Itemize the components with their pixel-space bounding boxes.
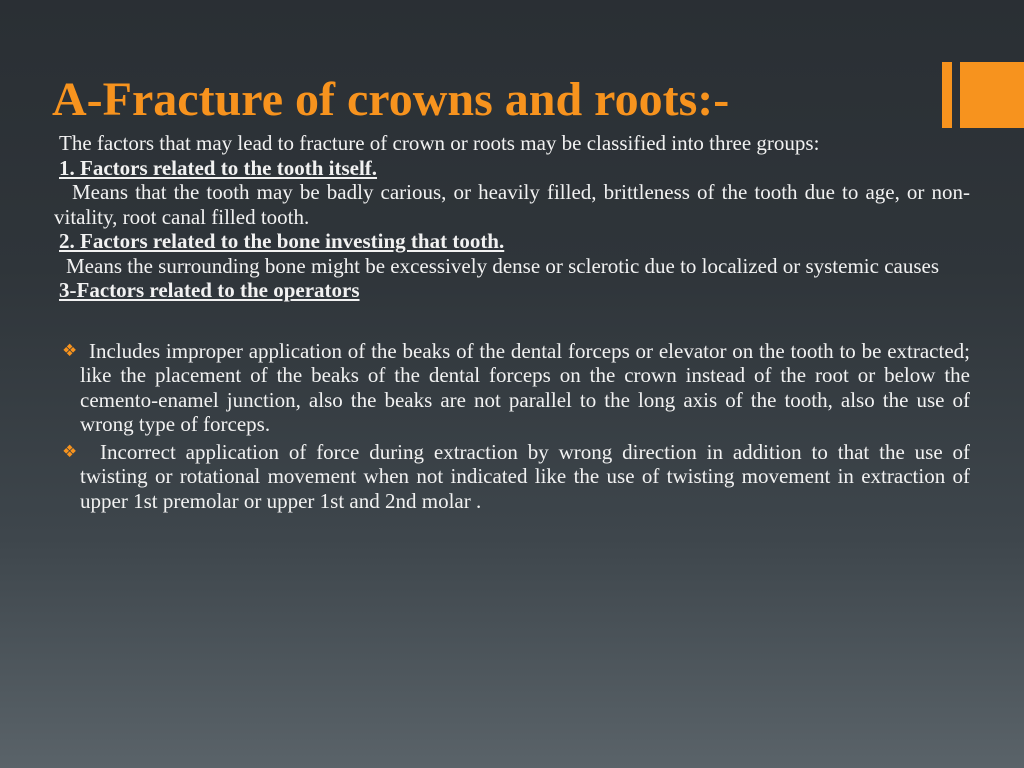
bullet-item <box>54 440 970 514</box>
diamond-bullet-icon: ❖ <box>62 340 78 361</box>
group-3-heading: 3-Factors related to the operators <box>59 278 360 302</box>
group-1-heading: 1. Factors related to the tooth itself. <box>59 155 378 180</box>
accent-bar-thin <box>942 62 952 128</box>
group-1-description: Means that the tooth may be badly carious, or heavily filled, brittleness of the tooth due to age, or non-vitality, root canal filled tooth. <box>54 180 970 229</box>
group-2-heading: 2. Factors related to the bone investing that tooth. <box>59 229 505 253</box>
accent-bars-decoration <box>942 62 1024 128</box>
bullet-text: Includes improper application of the beaks of the dental forceps or elevator on the tooth to be extracted; like the placement of the beaks of the dental forceps on the crown instead of the root or below the cemento-enamel junction, also the beaks are not parallel to the long axis of the tooth, also the use of wrong type of forceps. <box>80 338 970 436</box>
group-2-description: Means the surrounding bone might be excessively dense or sclerotic due to localized or systemic causes <box>66 253 939 278</box>
accent-bar-wide <box>960 62 1024 128</box>
slide-body <box>54 131 970 516</box>
bullet-item <box>54 339 970 437</box>
diamond-bullet-icon: ❖ <box>62 441 78 462</box>
spacer <box>54 303 970 339</box>
slide-title: A-Fracture of crowns and roots:- <box>52 73 730 126</box>
bullet-list <box>54 339 970 514</box>
bullet-text: Incorrect application of force during extraction by wrong direction in addition to that the use of twisting or rotational movement when not indicated like the use of twisting movement in extraction of upper 1st premolar or upper 1st and 2nd molar . <box>80 439 970 513</box>
intro-paragraph: The factors that may lead to fracture of crown or roots may be classified into three groups: <box>59 131 820 155</box>
